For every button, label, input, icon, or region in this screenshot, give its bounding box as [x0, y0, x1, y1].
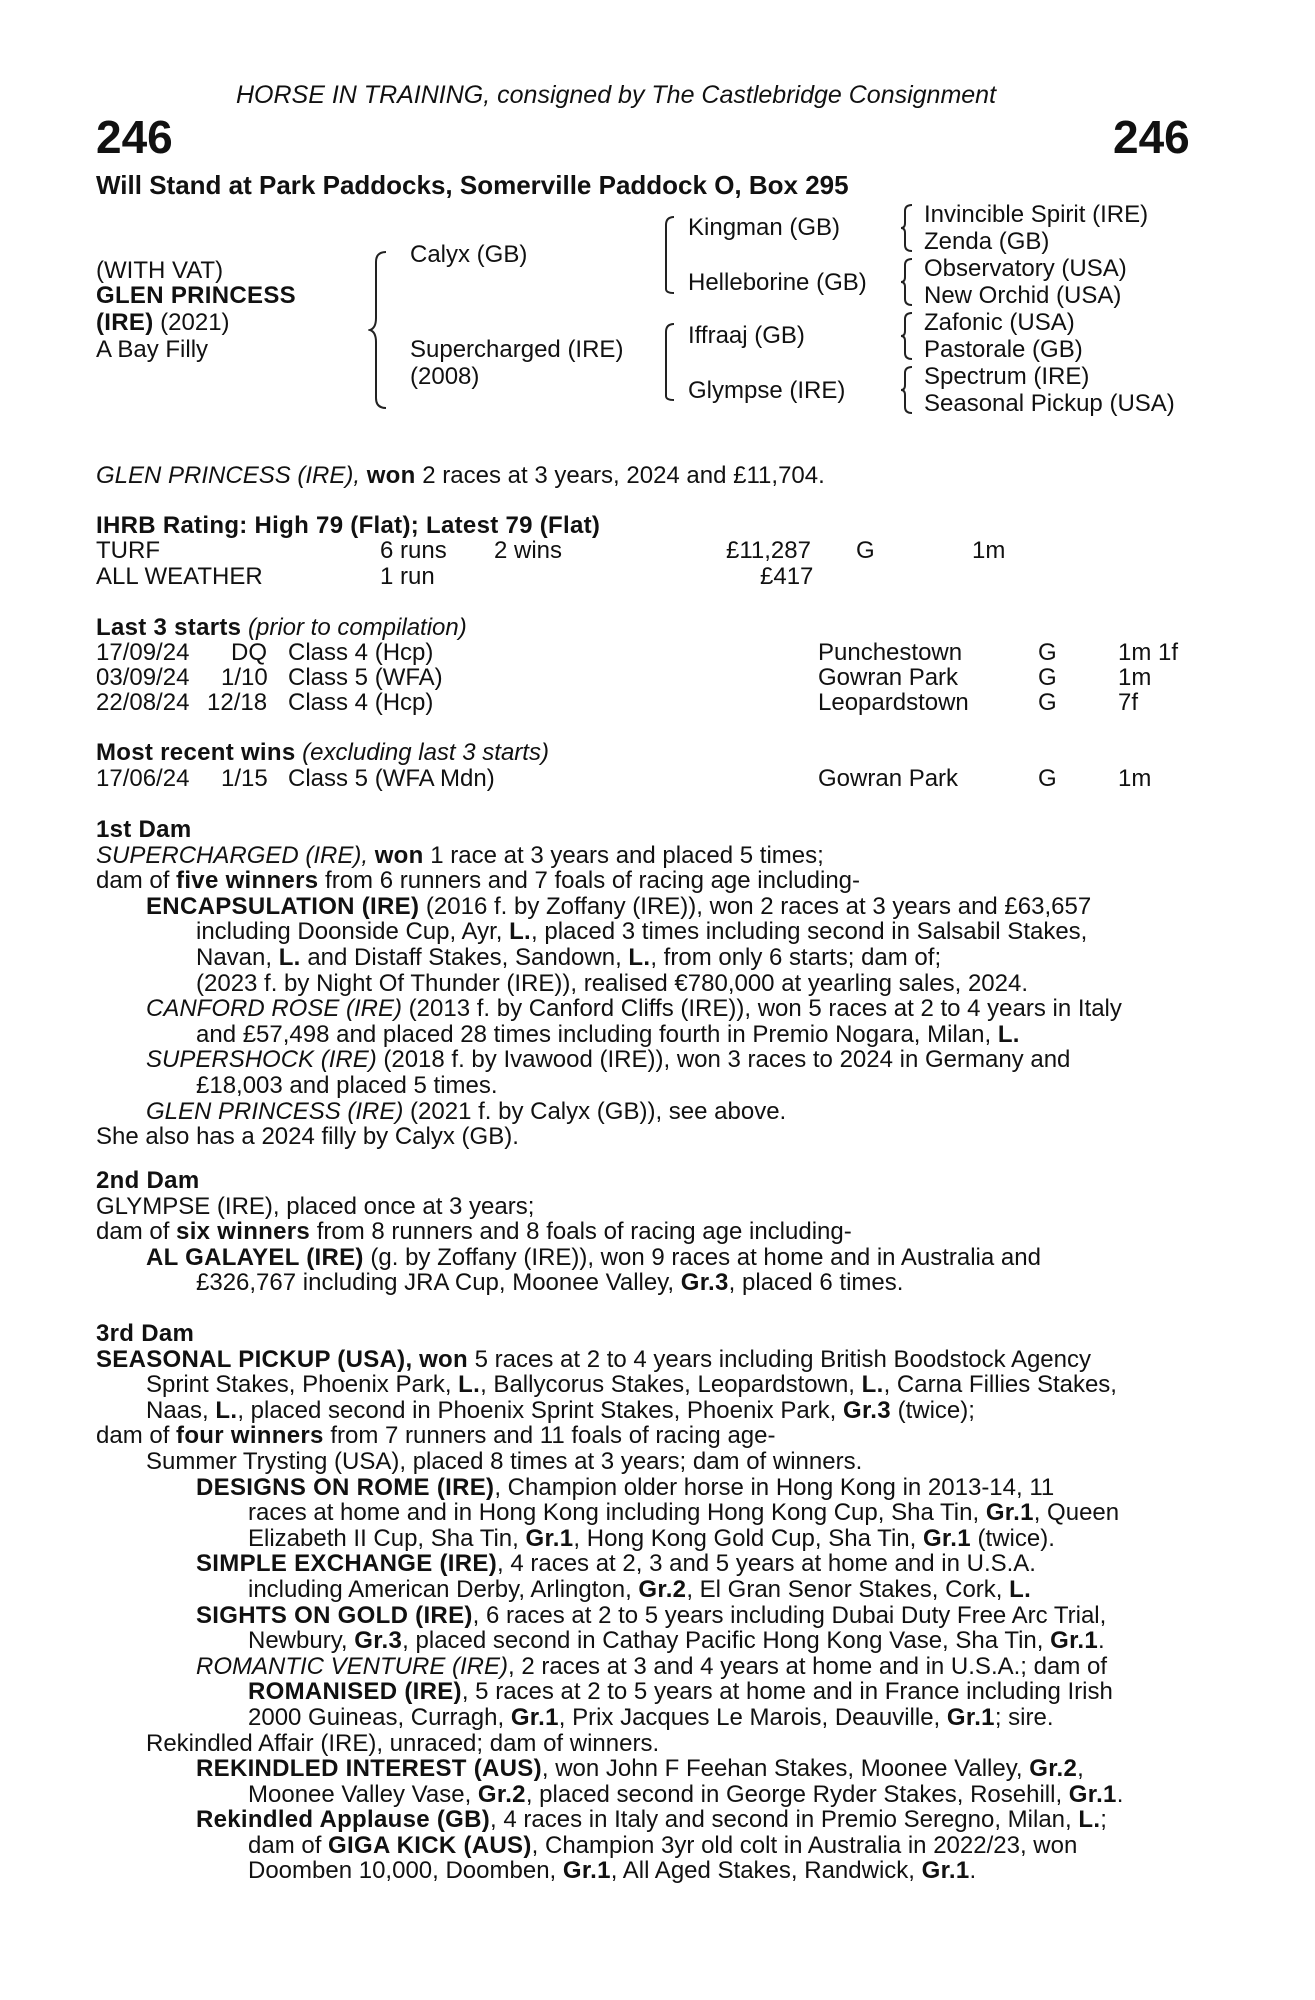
form-going: G	[1038, 765, 1057, 792]
produce-entry: ENCAPSULATION (IRE) (2016 f. by Zoffany (IRE)), won 2 races at 3 years and £63,657	[146, 892, 1092, 920]
form-distance: 1m 1f	[1118, 639, 1179, 666]
pedigree-brace-ds	[900, 311, 914, 361]
produce-entry: Rekindled Applause (GB), 4 races in Italy and second in Premio Seregno, Milan, L.;	[196, 1806, 1107, 1834]
recent-title-bold: Most recent wins	[96, 739, 296, 766]
produce-name: SUPERSHOCK (IRE)	[146, 1046, 377, 1074]
sire: Calyx (GB)	[410, 241, 528, 268]
horse-year: (2021)	[153, 309, 230, 336]
form-position: 12/18	[207, 689, 268, 716]
dam: Supercharged (IRE)	[410, 336, 624, 363]
form-going: G	[1038, 639, 1057, 666]
vat-note: (WITH VAT)	[96, 257, 224, 284]
summary-won: won	[366, 462, 416, 489]
produce-name: DESIGNS ON ROME (IRE)	[196, 1473, 495, 1501]
form-class: Class 4 (Hcp)	[288, 689, 434, 716]
rating-prize: £11,287	[726, 537, 811, 564]
recent-title-note: (excluding last 3 starts)	[295, 739, 549, 766]
summary-horse-name: GLEN PRINCESS (IRE),	[96, 462, 361, 489]
produce-entry-cont: dam of GIGA KICK (AUS), Champion 3yr old colt in Australia in 2022/23, won	[248, 1831, 1078, 1859]
produce-entry: DESIGNS ON ROME (IRE), Champion older horse in Hong Kong in 2013-14, 11	[196, 1473, 1055, 1501]
third-dam-line-cont: Sprint Stakes, Phoenix Park, L., Ballycorus Stakes, Leopardstown, L., Carna Fillies Stakes,	[146, 1371, 1117, 1399]
second-dam-title: 2nd Dam	[96, 1167, 200, 1194]
pedigree-brace-sire	[662, 215, 676, 295]
third-dam-section	[96, 1321, 1206, 1884]
stand-location: Will Stand at Park Paddocks, Somerville Paddock O, Box 295	[96, 170, 849, 200]
dam-sire-dam: Pastorale (GB)	[924, 336, 1083, 363]
produce-name: SIMPLE EXCHANGE (IRE)	[196, 1550, 497, 1578]
produce-entry-cont: 2000 Guineas, Curragh, Gr.1, Prix Jacques Le Marois, Deauville, Gr.1; sire.	[248, 1703, 1054, 1731]
horse-name-suffix	[96, 310, 230, 336]
produce-entry-cont: ROMANISED (IRE), 5 races at 2 to 5 years at home and in France including Irish	[248, 1678, 1113, 1706]
race-summary	[96, 463, 825, 489]
first-dam-produce-line: dam of five winners from 6 runners and 7 foals of racing age including-	[96, 867, 861, 895]
dam-dam: Glympse (IRE)	[688, 377, 846, 404]
form-class: Class 5 (WFA)	[288, 664, 443, 691]
produce-entry: GLEN PRINCESS (IRE) (2021 f. by Calyx (GB)), see above.	[146, 1097, 787, 1125]
produce-entry-cont: races at home and in Hong Kong including Hong Kong Cup, Sha Tin, Gr.1, Queen	[248, 1499, 1120, 1527]
produce-entry: Rekindled Affair (IRE), unraced; dam of winners.	[146, 1729, 660, 1757]
produce-name: AL GALAYEL (IRE)	[146, 1243, 364, 1271]
last3-title-bold: Last 3 starts	[96, 614, 242, 641]
form-row	[96, 665, 1206, 691]
second-dam-produce-line: dam of six winners from 8 runners and 8 foals of racing age including-	[96, 1218, 852, 1246]
third-dam-line: SEASONAL PICKUP (USA), won 5 races at 2 to 4 years including British Boodstock Agency	[96, 1345, 1091, 1373]
rating-prize: £417	[760, 563, 814, 590]
winners-count: four winners	[176, 1422, 324, 1450]
horse-country: (IRE)	[96, 309, 154, 336]
produce-entry-cont: Moonee Valley Vase, Gr.2, placed second in George Ryder Stakes, Rosehill, Gr.1.	[248, 1780, 1124, 1808]
produce-entry-cont: including American Derby, Arlington, Gr.2, El Gran Senor Stakes, Cork, L.	[248, 1575, 1032, 1603]
dam-sire: Iffraaj (GB)	[688, 322, 805, 349]
sire-dam-dam: New Orchid (USA)	[924, 282, 1122, 309]
produce-name: CANFORD ROSE (IRE)	[146, 995, 403, 1023]
form-class: Class 5 (WFA Mdn)	[288, 765, 495, 792]
form-position: 1/10	[221, 664, 268, 691]
pedigree-brace-main	[368, 250, 390, 410]
form-going: G	[1038, 664, 1057, 691]
dam-name: SEASONAL PICKUP (USA),	[96, 1345, 413, 1373]
produce-entry: SIMPLE EXCHANGE (IRE), 4 races at 2, 3 and 5 years at home and in U.S.A.	[196, 1550, 1036, 1578]
form-row	[96, 690, 1206, 716]
rating-distance: 1m	[972, 537, 1006, 564]
form-class: Class 4 (Hcp)	[288, 639, 434, 666]
recent-wins-title	[96, 740, 549, 766]
form-course: Gowran Park	[818, 664, 959, 691]
winners-count: six winners	[176, 1218, 311, 1246]
first-dam-title: 1st Dam	[96, 816, 192, 843]
produce-entry-cont: (2023 f. by Night Of Thunder (IRE)), realised €780,000 at yearling sales, 2024.	[196, 969, 1029, 997]
rating-wins: 2 wins	[494, 537, 563, 564]
pedigree-brace-dd	[900, 365, 914, 415]
horse-description: A Bay Filly	[96, 336, 209, 363]
lot-number-right: 246	[1113, 111, 1190, 163]
produce-entry: CANFORD ROSE (IRE) (2013 f. by Canford Cliffs (IRE)), won 5 races at 2 to 4 years in Italy	[146, 995, 1122, 1023]
form-going: G	[1038, 689, 1057, 716]
form-date: 17/06/24	[96, 765, 190, 792]
rating-going: G	[856, 537, 875, 564]
form-position: 1/15	[221, 765, 268, 792]
form-position: DQ	[231, 639, 267, 666]
produce-entry: Summer Trysting (USA), placed 8 times at 3 years; dam of winners.	[146, 1447, 863, 1475]
produce-name: ROMANTIC VENTURE (IRE)	[196, 1652, 508, 1680]
dam-record: 1 race at 3 years and placed 5 times;	[423, 841, 824, 869]
produce-name: ROMANISED (IRE)	[248, 1678, 462, 1706]
last3-title	[96, 615, 467, 641]
won-label: won	[374, 841, 424, 869]
rating-runs: 6 runs	[380, 537, 447, 564]
produce-entry-cont: £18,003 and placed 5 times.	[196, 1071, 498, 1099]
form-course: Punchestown	[818, 639, 963, 666]
form-date: 03/09/24	[96, 664, 190, 691]
rating-row	[96, 538, 1206, 564]
dam-sire-sire: Zafonic (USA)	[924, 309, 1075, 336]
first-dam-section	[96, 817, 1206, 1150]
produce-entry: SIGHTS ON GOLD (IRE), 6 races at 2 to 5 years including Dubai Duty Free Arc Trial,	[196, 1601, 1107, 1629]
dam-dam-sire: Spectrum (IRE)	[924, 363, 1090, 390]
second-dam-section	[96, 1168, 1206, 1296]
first-dam-note: She also has a 2024 filly by Calyx (GB).	[96, 1123, 519, 1151]
first-dam-line	[96, 843, 1206, 869]
form-distance: 7f	[1118, 689, 1139, 716]
sire-dam-sire: Observatory (USA)	[924, 255, 1127, 282]
produce-entry-cont: Doomben 10,000, Doomben, Gr.1, All Aged Stakes, Randwick, Gr.1.	[248, 1857, 977, 1885]
produce-entry: SUPERSHOCK (IRE) (2018 f. by Ivawood (IRE)), won 3 races to 2024 in Germany and	[146, 1046, 1071, 1074]
rating-title: IHRB Rating: High 79 (Flat); Latest 79 (Flat)	[96, 512, 601, 539]
dam-dam-dam: Seasonal Pickup (USA)	[924, 390, 1175, 417]
sire-sire: Kingman (GB)	[688, 214, 841, 241]
produce-entry-cont: Navan, L. and Distaff Stakes, Sandown, L., from only 6 starts; dam of;	[196, 943, 942, 971]
third-dam-line-cont: Naas, L., placed second in Phoenix Sprint Stakes, Phoenix Park, Gr.3 (twice);	[146, 1396, 975, 1424]
summary-record: 2 races at 3 years, 2024 and £11,704.	[415, 462, 825, 489]
form-course: Gowran Park	[818, 765, 959, 792]
produce-entry-cont: Elizabeth II Cup, Sha Tin, Gr.1, Hong Kong Gold Cup, Sha Tin, Gr.1 (twice).	[248, 1524, 1055, 1552]
sire-dam: Helleborine (GB)	[688, 269, 867, 296]
last3-title-note: (prior to compilation)	[241, 614, 467, 641]
form-row	[96, 766, 1206, 792]
form-date: 17/09/24	[96, 639, 190, 666]
form-course: Leopardstown	[818, 689, 969, 716]
produce-name: REKINDLED INTEREST (AUS)	[196, 1755, 542, 1783]
form-distance: 1m	[1118, 765, 1152, 792]
form-date: 22/08/24	[96, 689, 190, 716]
produce-entry-cont: Newbury, Gr.3, placed second in Cathay Pacific Hong Kong Vase, Sha Tin, Gr.1.	[248, 1627, 1105, 1655]
dam-name: SUPERCHARGED (IRE),	[96, 841, 369, 869]
lot-number-left: 246	[96, 111, 173, 163]
produce-entry-cont: including Doonside Cup, Ayr, L., placed 3 times including second in Salsabil Stakes,	[196, 918, 1088, 946]
sire-sire-dam: Zenda (GB)	[924, 228, 1050, 255]
rating-runs: 1 run	[380, 563, 435, 590]
produce-entry: ROMANTIC VENTURE (IRE), 2 races at 3 and 4 years at home and in U.S.A.; dam of	[196, 1652, 1107, 1680]
dam-year: (2008)	[410, 363, 480, 390]
produce-name: ENCAPSULATION (IRE)	[146, 892, 420, 920]
produce-entry-cont: £326,767 including JRA Cup, Moonee Valley, Gr.3, placed 6 times.	[196, 1269, 904, 1297]
rating-surface: TURF	[96, 537, 160, 564]
produce-name: GLEN PRINCESS (IRE)	[146, 1097, 404, 1125]
consignment-line: HORSE IN TRAINING, consigned by The Castlebridge Consignment	[236, 81, 997, 109]
pedigree-brace-dam	[662, 322, 676, 402]
form-row	[96, 640, 1206, 666]
produce-entry-cont: and £57,498 and placed 28 times including fourth in Premio Nogara, Milan, L.	[196, 1020, 1020, 1048]
third-dam-produce-line: dam of four winners from 7 runners and 11 foals of racing age-	[96, 1422, 776, 1450]
produce-entry: AL GALAYEL (IRE) (g. by Zoffany (IRE)), won 9 races at home and in Australia and	[146, 1243, 1041, 1271]
produce-name: SIGHTS ON GOLD (IRE)	[196, 1601, 473, 1629]
produce-entry: REKINDLED INTEREST (AUS), won John F Feehan Stakes, Moonee Valley, Gr.2,	[196, 1755, 1084, 1783]
second-dam-line: GLYMPSE (IRE), placed once at 3 years;	[96, 1192, 535, 1220]
rating-row	[96, 564, 1206, 590]
produce-name: GIGA KICK (AUS)	[328, 1831, 532, 1859]
sire-sire-sire: Invincible Spirit (IRE)	[924, 201, 1149, 228]
rating-surface: ALL WEATHER	[96, 563, 263, 590]
pedigree-brace-ss	[900, 203, 914, 253]
third-dam-title: 3rd Dam	[96, 1320, 195, 1347]
winners-count: five winners	[176, 867, 319, 895]
form-distance: 1m	[1118, 664, 1152, 691]
produce-name: Rekindled Applause (GB)	[196, 1806, 491, 1834]
horse-name: GLEN PRINCESS	[96, 282, 296, 309]
pedigree-brace-sd	[900, 257, 914, 307]
